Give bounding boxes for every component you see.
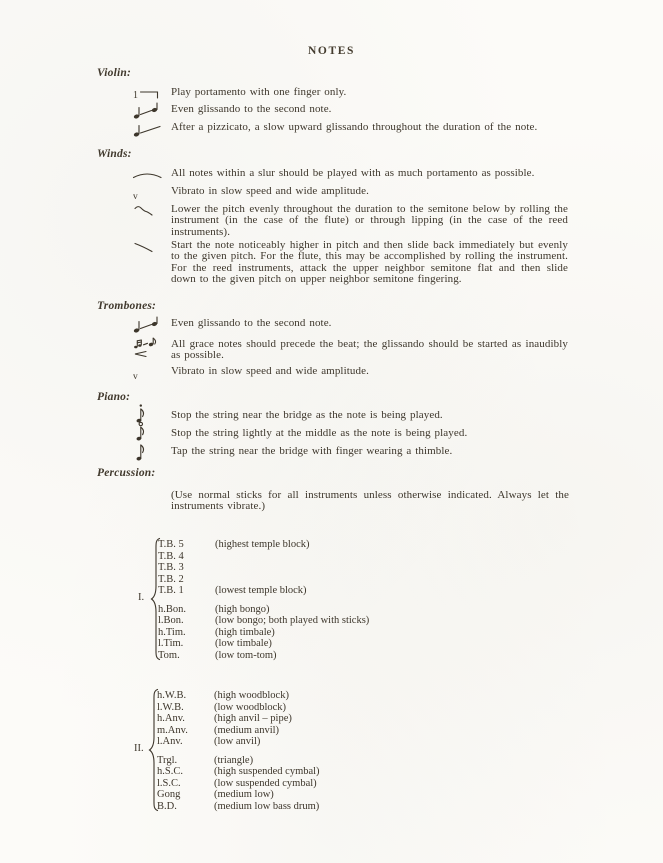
notation-item bbox=[131, 446, 568, 462]
percussion-row bbox=[157, 702, 497, 714]
lower-pitch-wavy-icon bbox=[131, 204, 171, 218]
instrument-abbr: l.W.B. bbox=[157, 701, 184, 713]
instrument-abbr: B.D. bbox=[157, 800, 177, 812]
notation-item bbox=[131, 339, 568, 362]
percussion-row bbox=[157, 778, 497, 790]
instrument-desc: (low bongo; both played with sticks) bbox=[215, 615, 370, 626]
notation-text: Tap the string near the bridge with finger wearing a thimble. bbox=[171, 445, 453, 457]
notation-text: Even glissando to the second note. bbox=[171, 317, 332, 329]
instrument-desc: (lowest temple block) bbox=[215, 585, 307, 596]
percussion-row bbox=[158, 638, 498, 650]
instrument-abbr: T.B. 3 bbox=[158, 562, 184, 573]
percussion-row bbox=[157, 766, 497, 778]
notation-text: Lower the pitch evenly throughout the duration to the semitone below by rolling the instrument (in the case of the flute) or through lipping (in the case of the reed instruments). bbox=[171, 203, 568, 238]
instrument-desc: (medium low) bbox=[214, 789, 274, 800]
percussion-row bbox=[157, 789, 497, 801]
instrument-abbr: Gong bbox=[157, 789, 181, 800]
instrument-desc: (high woodblock) bbox=[214, 690, 289, 701]
percussion-row bbox=[157, 801, 497, 813]
notation-item bbox=[131, 318, 568, 334]
instrument-desc: (low tom-tom) bbox=[215, 649, 277, 661]
section-heading-violin: Violin: bbox=[97, 67, 131, 79]
notation-text: Stop the string lightly at the middle as the note is being played. bbox=[171, 427, 468, 439]
instrument-abbr: h.Anv. bbox=[157, 713, 185, 724]
percussion-row bbox=[158, 574, 498, 586]
notation-item bbox=[131, 122, 568, 138]
instrument-desc: (low anvil) bbox=[214, 736, 261, 747]
note-plain-icon bbox=[131, 446, 171, 462]
section-heading-percussion: Percussion: bbox=[97, 467, 156, 479]
percussion-row bbox=[158, 650, 498, 662]
percussion-row bbox=[158, 539, 498, 551]
instrument-abbr: m.Anv. bbox=[157, 724, 188, 736]
one-finger-portamento-icon bbox=[131, 87, 171, 101]
slur-icon bbox=[131, 168, 171, 180]
instrument-desc: (high anvil – pipe) bbox=[214, 713, 292, 724]
section-heading-piano: Piano: bbox=[97, 391, 131, 403]
notation-text: All notes within a slur should be played with as much portamento as possible. bbox=[171, 167, 535, 179]
notation-item bbox=[131, 204, 568, 238]
group-numeral: I. bbox=[138, 592, 145, 603]
instrument-desc: (low woodblock) bbox=[214, 701, 287, 713]
notation-item bbox=[131, 410, 568, 424]
percussion-row bbox=[158, 604, 498, 616]
upward-glissando-icon bbox=[131, 122, 171, 138]
instrument-desc: (high bongo) bbox=[215, 603, 270, 615]
instrument-desc bbox=[215, 574, 498, 586]
notation-text: After a pizzicato, a slow upward glissando throughout the duration of the note. bbox=[171, 121, 538, 133]
instrument-abbr: h.Bon. bbox=[158, 603, 187, 615]
instrument-abbr: l.Bon. bbox=[158, 615, 184, 626]
instrument-desc: (high timbale) bbox=[215, 626, 275, 638]
instrument-desc: (highest temple block) bbox=[215, 539, 310, 550]
percussion-row bbox=[157, 755, 497, 767]
even-glissando-icon bbox=[131, 104, 171, 120]
notation-item bbox=[131, 366, 568, 384]
note-circle-above-icon bbox=[131, 428, 171, 442]
percussion-row bbox=[157, 690, 497, 702]
notation-item bbox=[131, 428, 568, 442]
percussion-row bbox=[158, 551, 498, 563]
instrument-abbr: h.W.B. bbox=[157, 690, 187, 701]
percussion-row bbox=[158, 627, 498, 639]
vibrato-v-icon: v bbox=[133, 192, 138, 202]
notation-text: Start the note noticeably higher in pitch and then slide back immediately but evenly to the given pitch. For the flute, this may be accomplished by rolling the instrument. For the reed instruments, attack the upper neighbor semitone flat and then slide down to the given pitch on upper neighbor semitone fingering. bbox=[171, 239, 568, 285]
instrument-abbr: Tom. bbox=[158, 649, 180, 661]
notation-item bbox=[131, 186, 568, 204]
instrument-abbr: T.B. 2 bbox=[158, 573, 184, 585]
vibrato-v-icon: v bbox=[133, 372, 138, 382]
percussion-row bbox=[157, 713, 497, 725]
instrument-desc: (medium low bass drum) bbox=[214, 800, 320, 812]
notation-item bbox=[131, 104, 568, 120]
notation-text: Play portamento with one finger only. bbox=[171, 86, 347, 98]
instrument-abbr: h.Tim. bbox=[158, 626, 186, 638]
instrument-desc: (low suspended cymbal) bbox=[214, 777, 317, 789]
group-numeral: II. bbox=[134, 743, 144, 754]
instrument-desc bbox=[215, 562, 498, 574]
instrument-abbr: T.B. 1 bbox=[158, 585, 184, 596]
notation-item bbox=[131, 240, 568, 285]
grace-notes-crescendo-icon bbox=[131, 339, 171, 359]
svg-text:1: 1 bbox=[133, 90, 138, 101]
instrument-desc: (high suspended cymbal) bbox=[214, 766, 320, 777]
instrument-abbr: l.Tim. bbox=[158, 638, 184, 649]
instrument-abbr: l.S.C. bbox=[157, 777, 181, 789]
instrument-desc: (triangle) bbox=[214, 754, 254, 766]
percussion-row bbox=[157, 725, 497, 737]
notation-text: Vibrato in slow speed and wide amplitude. bbox=[171, 365, 369, 377]
even-glissando-icon bbox=[131, 318, 171, 334]
section-heading-trombones: Trombones: bbox=[97, 300, 157, 312]
instrument-abbr: T.B. 5 bbox=[158, 539, 184, 550]
notation-item bbox=[131, 168, 568, 180]
instrument-list bbox=[158, 539, 498, 661]
page-title: NOTES bbox=[308, 45, 355, 57]
percussion-row bbox=[158, 615, 498, 627]
notation-text: Stop the string near the bridge as the note is being played. bbox=[171, 409, 443, 421]
notation-text: All grace notes should precede the beat; the glissando should be started as inaudibly as possible. bbox=[171, 338, 568, 362]
percussion-row bbox=[158, 562, 498, 574]
instrument-abbr: T.B. 4 bbox=[158, 550, 184, 562]
pitch-slide-down-icon bbox=[131, 240, 171, 254]
percussion-row bbox=[158, 585, 498, 597]
instrument-list bbox=[157, 690, 497, 812]
instrument-abbr: h.S.C. bbox=[157, 766, 183, 777]
instrument-abbr: Trgl. bbox=[157, 754, 178, 766]
percussion-row bbox=[157, 736, 497, 748]
notation-text: Even glissando to the second note. bbox=[171, 103, 332, 115]
instrument-desc: (low timbale) bbox=[215, 638, 272, 649]
instrument-desc: (medium anvil) bbox=[214, 724, 280, 736]
instrument-desc bbox=[215, 551, 498, 563]
percussion-note: (Use normal sticks for all instruments unless otherwise indicated. Always let the instruments vibrate.) bbox=[171, 489, 569, 513]
notation-text: Vibrato in slow speed and wide amplitude. bbox=[171, 185, 369, 197]
section-heading-winds: Winds: bbox=[97, 148, 132, 160]
notation-item bbox=[131, 87, 568, 101]
instrument-abbr: l.Anv. bbox=[157, 736, 183, 747]
